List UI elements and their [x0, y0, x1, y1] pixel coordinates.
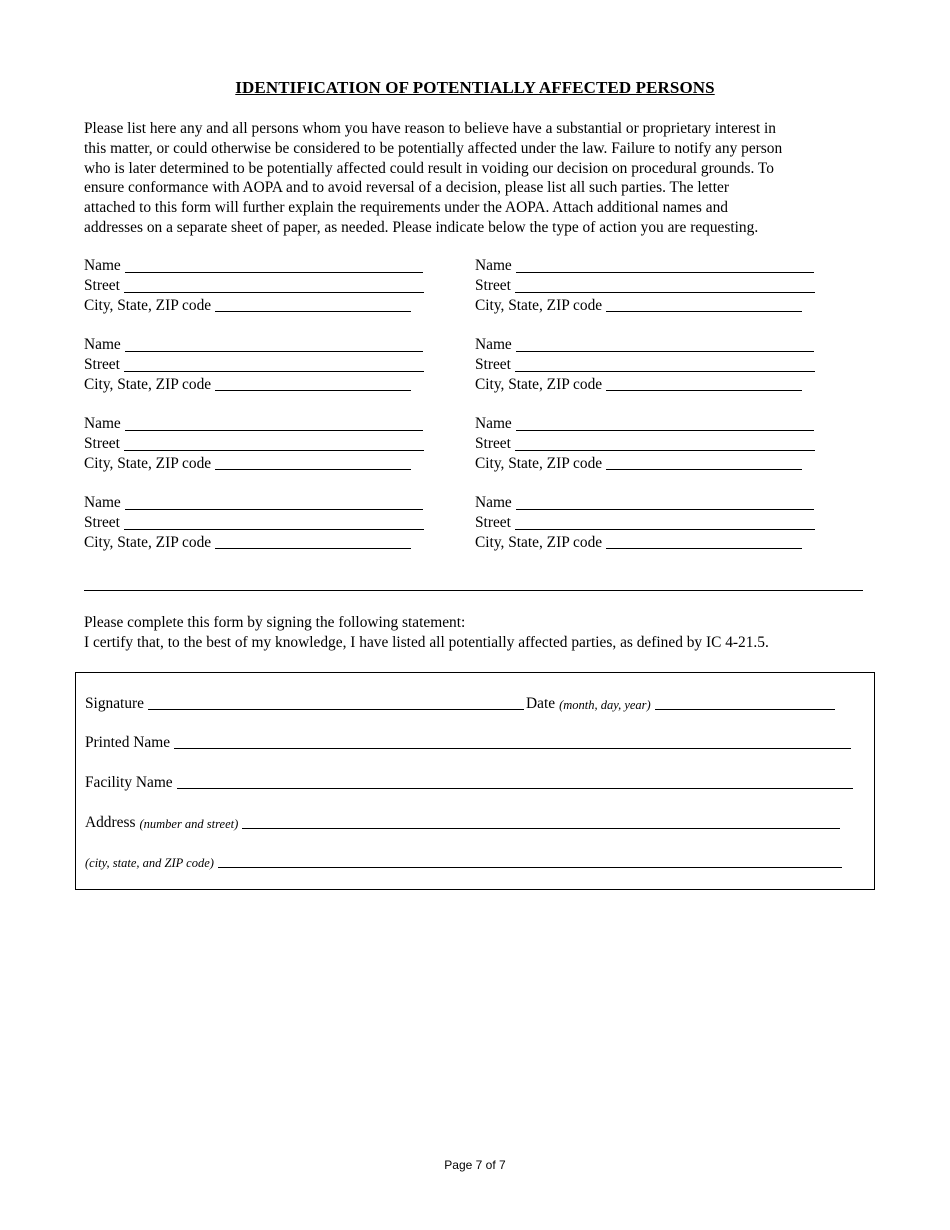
- city-state-zip-label: City, State, ZIP code: [475, 454, 603, 472]
- address-label: Address: [85, 814, 136, 831]
- address-city-field[interactable]: [218, 852, 842, 868]
- street-label: Street: [475, 355, 511, 373]
- city-state-zip-label: City, State, ZIP code: [475, 533, 603, 551]
- person-city-field[interactable]: [606, 454, 802, 470]
- street-label: Street: [84, 355, 120, 373]
- name-label: Name: [475, 257, 512, 274]
- person-entry: [475, 256, 825, 315]
- address-hint: (number and street): [139, 817, 239, 831]
- printed-name-field[interactable]: [174, 733, 851, 749]
- street-label: Street: [475, 513, 511, 531]
- person-street-field[interactable]: [515, 277, 815, 293]
- signature-row: [85, 693, 835, 713]
- city-row: [85, 851, 842, 871]
- person-entry: [475, 335, 825, 394]
- person-name-field[interactable]: [516, 257, 814, 273]
- person-street-field[interactable]: [124, 435, 424, 451]
- printed-name-row: [85, 732, 851, 752]
- city-state-zip-label: City, State, ZIP code: [84, 533, 212, 551]
- street-label: Street: [475, 276, 511, 294]
- name-label: Name: [84, 336, 121, 353]
- date-hint: (month, day, year): [559, 698, 651, 712]
- intro-paragraph: Please list here any and all persons whom you have reason to believe have a substantial or proprietary interest in this matter, or could otherwise be considered to be potentially affected under the law. Failure to notify any person who is later determined to be potentially affected could result in voiding our decision on procedural grounds. To ensure conformance with AOPA and to avoid reversal of a decision, please list all such parties. The letter attached to this form will further explain the requirements under the AOPA. Attach additional names and addresses on a separate sheet of paper, as needed. Please indicate below the type of action you are requesting.: [84, 120, 783, 236]
- person-entry: [475, 414, 825, 473]
- person-name-field[interactable]: [516, 415, 814, 431]
- address-row: [85, 812, 840, 832]
- facility-name-field[interactable]: [177, 773, 853, 789]
- city-state-zip-label: City, State, ZIP code: [84, 296, 212, 314]
- person-name-field[interactable]: [125, 336, 423, 352]
- person-street-field[interactable]: [515, 514, 815, 530]
- city-hint: (city, state, and ZIP code): [85, 856, 214, 870]
- name-label: Name: [475, 336, 512, 353]
- street-label: Street: [84, 513, 120, 531]
- person-entry: [84, 335, 434, 394]
- name-label: Name: [84, 257, 121, 274]
- city-state-zip-label: City, State, ZIP code: [475, 375, 603, 393]
- signature-field[interactable]: [148, 694, 524, 710]
- person-city-field[interactable]: [215, 296, 411, 312]
- page-title: IDENTIFICATION OF POTENTIALLY AFFECTED PERSONS: [235, 78, 715, 97]
- printed-name-label: Printed Name: [85, 734, 171, 751]
- person-city-field[interactable]: [606, 533, 802, 549]
- name-label: Name: [475, 494, 512, 511]
- name-label: Name: [84, 415, 121, 432]
- person-street-field[interactable]: [515, 356, 815, 372]
- facility-name-label: Facility Name: [85, 774, 173, 791]
- street-label: Street: [84, 434, 120, 452]
- person-name-field[interactable]: [125, 494, 423, 510]
- city-state-zip-label: City, State, ZIP code: [84, 375, 212, 393]
- person-city-field[interactable]: [606, 375, 802, 391]
- section-divider: [84, 590, 863, 591]
- person-city-field[interactable]: [215, 454, 411, 470]
- person-name-field[interactable]: [516, 336, 814, 352]
- person-city-field[interactable]: [606, 296, 802, 312]
- name-label: Name: [475, 415, 512, 432]
- person-street-field[interactable]: [124, 277, 424, 293]
- certification-statement: I certify that, to the best of my knowledge, I have listed all potentially affected parties, as defined by IC 4-21.5.: [84, 634, 769, 651]
- person-street-field[interactable]: [124, 514, 424, 530]
- certification-section: [84, 613, 874, 653]
- person-name-field[interactable]: [516, 494, 814, 510]
- city-state-zip-label: City, State, ZIP code: [475, 296, 603, 314]
- page-number: Page 7 of 7: [444, 1158, 506, 1172]
- person-street-field[interactable]: [124, 356, 424, 372]
- date-label: Date: [526, 695, 556, 712]
- date-field[interactable]: [655, 694, 835, 710]
- street-label: Street: [84, 276, 120, 294]
- person-entry: [84, 493, 434, 552]
- facility-name-row: [85, 772, 853, 792]
- signature-box: [75, 672, 875, 890]
- person-name-field[interactable]: [125, 415, 423, 431]
- person-entry: [475, 493, 825, 552]
- city-state-zip-label: City, State, ZIP code: [84, 454, 212, 472]
- signature-label: Signature: [85, 695, 144, 712]
- person-name-field[interactable]: [125, 257, 423, 273]
- person-entry: [84, 414, 434, 473]
- person-entry: [84, 256, 434, 315]
- name-label: Name: [84, 494, 121, 511]
- address-street-field[interactable]: [242, 813, 840, 829]
- certification-instruction: Please complete this form by signing the following statement:: [84, 614, 466, 631]
- street-label: Street: [475, 434, 511, 452]
- person-city-field[interactable]: [215, 375, 411, 391]
- person-city-field[interactable]: [215, 533, 411, 549]
- person-street-field[interactable]: [515, 435, 815, 451]
